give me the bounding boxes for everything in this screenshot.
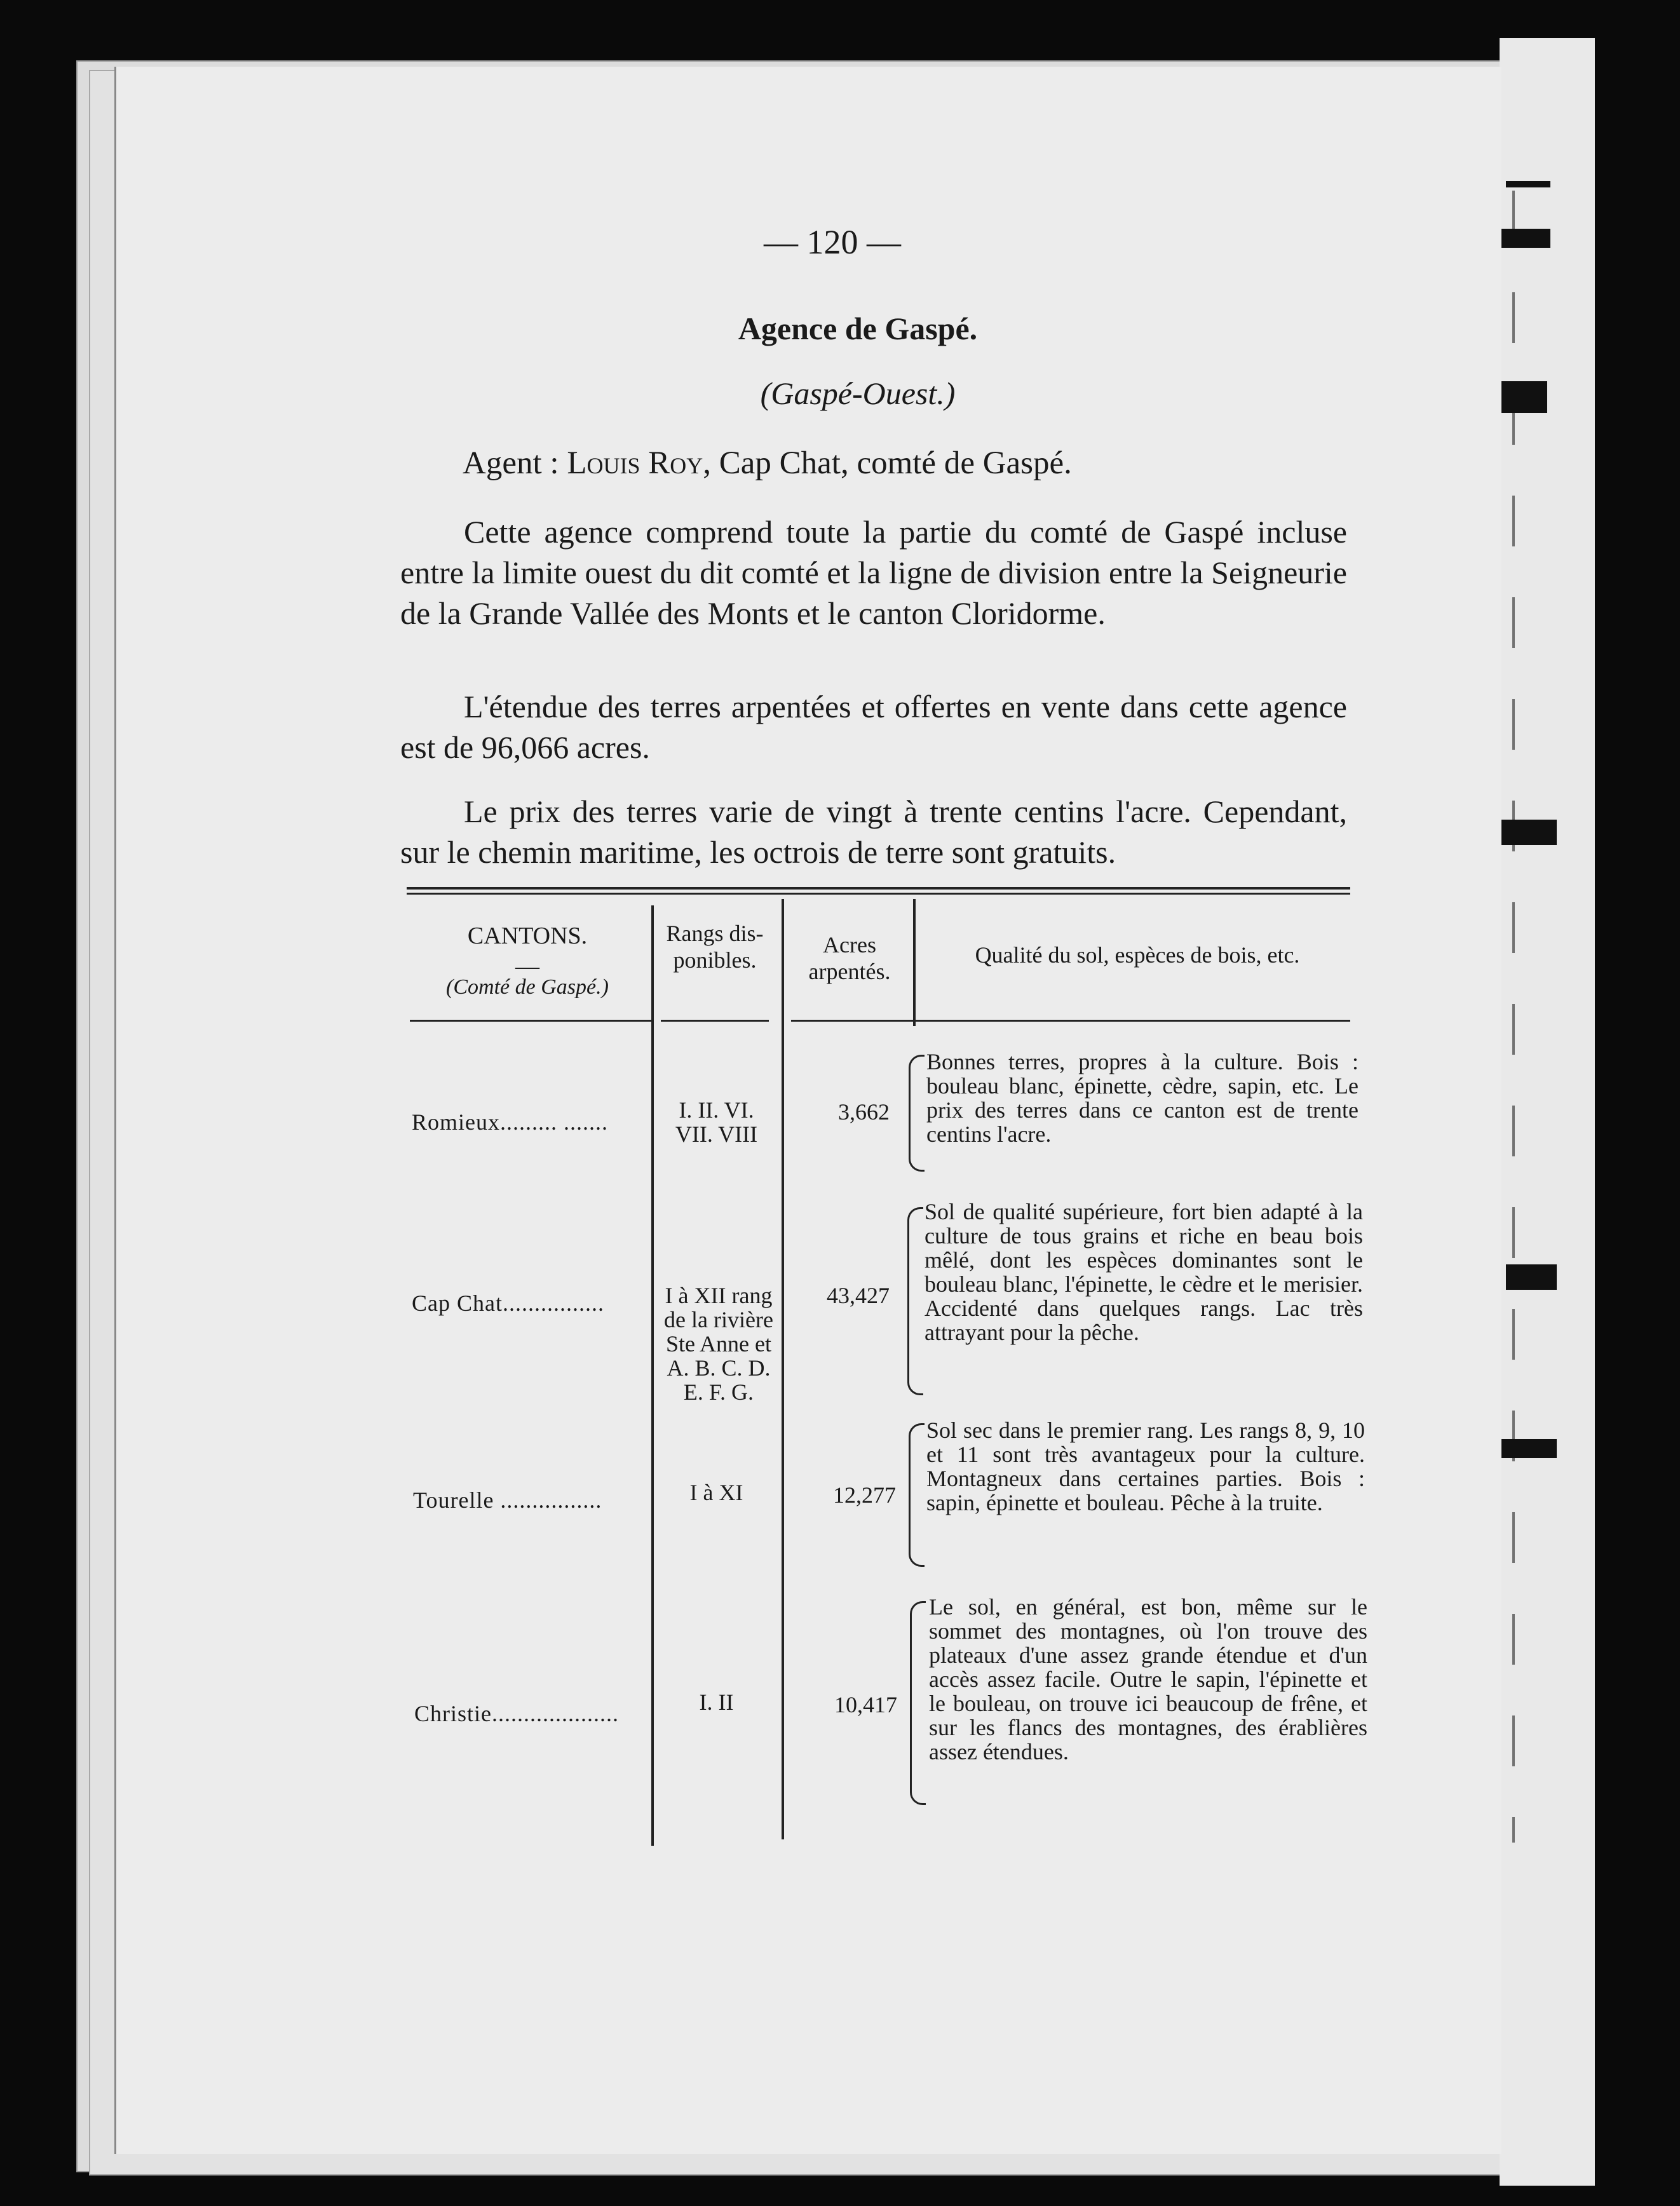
description-text: Le sol, en général, est bon, même sur le sommet des montagnes, où l'on trouve des plateaux d'une assez grande étendue et d'un accès assez facile. Outre le sapin, l'épinette et le bouleau, on trouve ici beaucoup de frêne, et sur les flancs des montagnes, des érablières assez étendues. (929, 1594, 1367, 1764)
description-text: Bonnes terres, propres à la culture. Bois : bouleau blanc, épinette, cèdre, sapin, etc. Le prix des terres dans ce canton est de trente centins l'acre. (926, 1049, 1358, 1147)
rangs-value: I à XII rang de la rivière Ste Anne et A. B. C. D. E. F. G. (664, 1283, 773, 1405)
acres-value: 43,427 (827, 1283, 890, 1308)
canton-name: Tourelle ................ (413, 1487, 602, 1513)
header-cantons-dash: — (515, 953, 539, 980)
paragraph-description: Cette agence comprend toute la partie du comté de Gaspé incluse entre la limite ouest du dit comté et la ligne de division entre la Seigneurie de la Grande Vallée des Monts et le canton Cloridorme. (400, 514, 1347, 631)
binding-mark (1500, 1439, 1557, 1458)
header-rule (410, 1020, 651, 1022)
page-title: Agence de Gaspé. (738, 311, 978, 346)
column-divider (913, 899, 916, 1026)
rangs-value: I. II. VI. VII. VIII (675, 1097, 758, 1147)
header-acres: Acres arpentés. (808, 932, 891, 984)
header-rangs: Rangs dis- ponibles. (666, 921, 764, 973)
page-number: — 120 — (764, 223, 901, 261)
binding-mark (1496, 381, 1547, 413)
agent-name: Louis Roy (567, 445, 703, 481)
paragraph-extent: L'étendue des terres arpentées et offertes en vente dans cette agence est de 96,066 acres. (400, 689, 1347, 765)
rangs-value: I. II (699, 1689, 734, 1715)
header-rule (661, 1020, 769, 1022)
acres-value: 10,417 (834, 1692, 897, 1717)
brace-icon (907, 1207, 923, 1395)
column-divider (651, 905, 654, 1846)
page-subtitle: (Gaspé-Ouest.) (760, 376, 956, 411)
binding-edge-marks (1512, 191, 1515, 1843)
agent-label: Agent : (463, 445, 559, 481)
header-qualite: Qualité du sol, espèces de bois, etc. (975, 942, 1300, 968)
rangs-value: I à XI (689, 1480, 743, 1505)
binding-mark (1506, 181, 1550, 187)
binding-mark (1493, 229, 1550, 248)
acres-value: 12,277 (833, 1482, 896, 1508)
agent-line (463, 445, 1072, 482)
header-cantons: CANTONS. (467, 923, 588, 949)
header-rule (791, 1020, 1350, 1022)
description-text: Sol sec dans le premier rang. Les rangs 8, 9, 10 et 11 sont très avantageux pour la culture. Montagneux dans certaines parties. Bois : sapin, épinette et bouleau. Pêche à la truite. (926, 1418, 1365, 1515)
canton-name: Christie.................... (414, 1701, 619, 1726)
binding-mark (1506, 1264, 1557, 1290)
brace-icon (909, 1055, 925, 1172)
agent-location: , Cap Chat, comté de Gaspé. (703, 445, 1072, 481)
header-cantons-sub: (Comté de Gaspé.) (446, 975, 609, 999)
table-top-rule (407, 887, 1350, 895)
acres-value: 3,662 (838, 1099, 890, 1125)
column-divider (782, 899, 784, 1839)
binding-mark (1500, 820, 1557, 845)
brace-icon (909, 1423, 925, 1567)
paragraph-price: Le prix des terres varie de vingt à trente centins l'acre. Cependant, sur le chemin maritime, les octrois de terre sont gratuits. (400, 794, 1347, 870)
canton-name: Cap Chat................ (412, 1290, 604, 1316)
description-text: Sol de qualité supérieure, fort bien adapté à la culture de tous grains et riche en beau bois mêlé, dont les espèces dominantes sont le bouleau blanc, l'épinette, le cèdre et le merisier. Accidenté dans quelques rangs. Lac très attrayant pour la pêche. (925, 1199, 1363, 1345)
canton-name: Romieux......... ....... (412, 1109, 608, 1135)
brace-icon (910, 1601, 926, 1805)
